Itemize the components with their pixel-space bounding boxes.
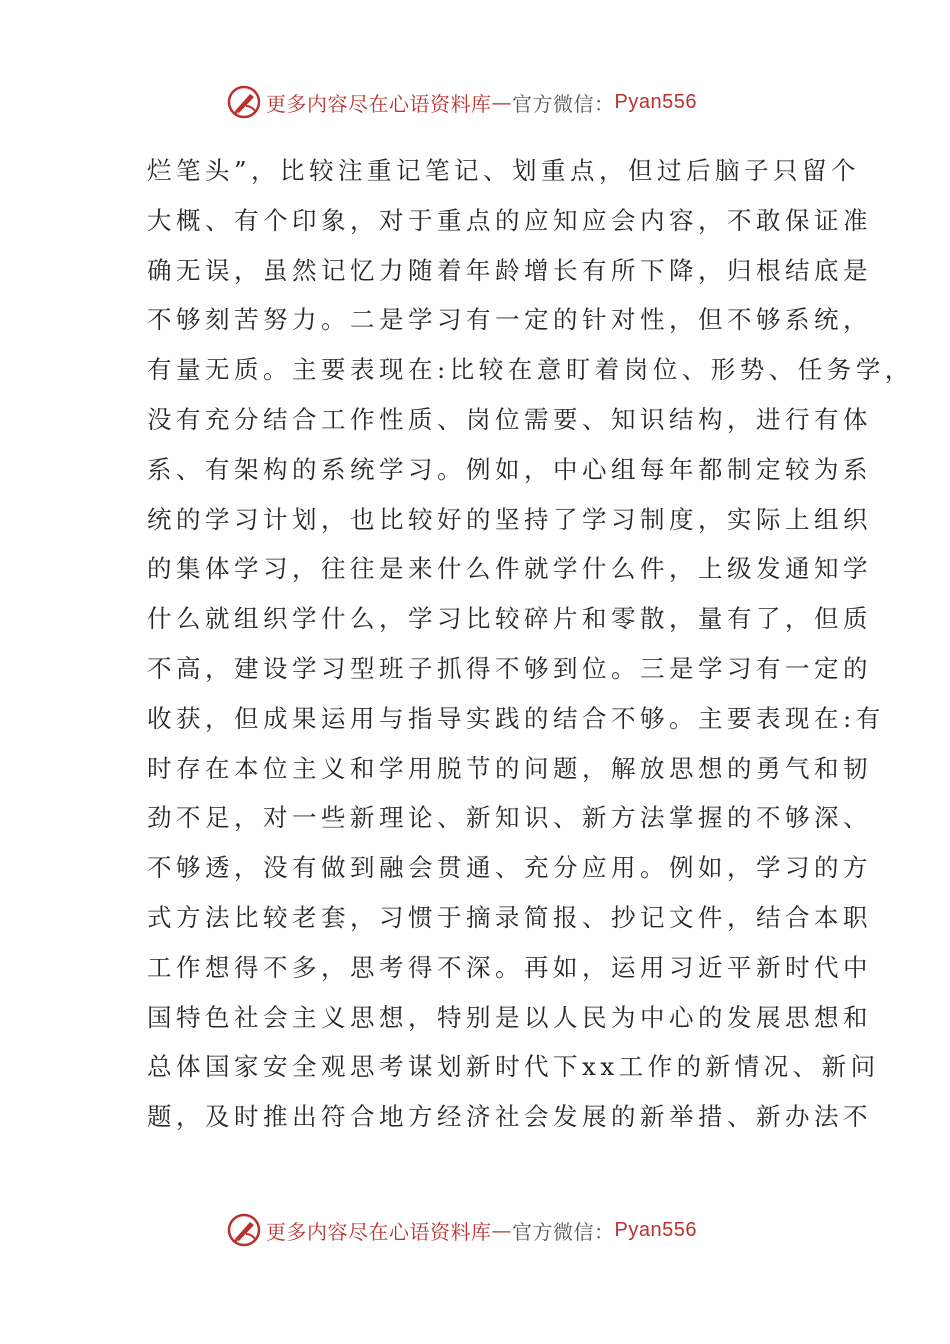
- text-line: 不够刻苦努力。二是学习有一定的针对性，但不够系统，: [147, 305, 872, 335]
- text-line: 不够透，没有做到融会贯通、充分应用。例如，学习的方: [147, 853, 872, 883]
- text-line: 工作想得不多，思考得不深。再如，运用习近平新时代中: [147, 952, 872, 982]
- text-line: 总体国家安全观思考谋划新时代下xx工作的新情况、新问: [147, 1052, 880, 1082]
- wechat-label: 官方微信：: [512, 1219, 615, 1244]
- text-line: 烂笔头”，比较注重记笔记、划重点，但过后脑子只留个: [147, 156, 861, 185]
- text-line: 确无误，虽然记忆力随着年龄增长有所下降，归根结底是: [147, 255, 872, 285]
- text-line: 题，及时推出符合地方经济社会发展的新举措、新办法不: [147, 1102, 872, 1132]
- text-line: 系、有架构的系统学习。例如，中心组每年都制定较为系: [147, 454, 872, 484]
- text-line: 收获，但成果运用与指导实践的结合不够。主要表现在:有: [147, 703, 885, 733]
- text-line: 有量无质。主要表现在:比较在意盯着岗位、形势、任务学，: [147, 355, 914, 385]
- text-line: 劲不足，对一些新理论、新知识、新方法掌握的不够深、: [147, 803, 872, 833]
- text-line: 国特色社会主义思想，特别是以人民为中心的发展思想和: [147, 1002, 872, 1032]
- text-line: 的集体学习，往往是来什么件就学什么件，上级发通知学: [147, 554, 872, 584]
- body-text: [147, 146, 914, 1142]
- brand-text: 更多内容尽在心语资料库: [266, 91, 492, 116]
- header-banner: [226, 82, 746, 122]
- wechat-label: 官方微信：: [512, 91, 615, 116]
- text-line: 没有充分结合工作性质、岗位需要、知识结构，进行有体: [147, 404, 872, 434]
- brand-text: 更多内容尽在心语资料库: [266, 1219, 492, 1244]
- pen-logo-icon: [226, 84, 262, 120]
- wechat-id: Pyan556: [614, 90, 697, 113]
- footer-banner: [226, 1210, 746, 1250]
- wechat-id: Pyan556: [614, 1218, 697, 1241]
- banner-dash: —: [491, 1218, 512, 1242]
- text-line: 大概、有个印象，对于重点的应知应会内容，不敢保证准: [147, 205, 872, 235]
- text-line: 什么就组织学什么，学习比较碎片和零散，量有了，但质: [147, 604, 872, 634]
- text-line: 不高，建设学习型班子抓得不够到位。三是学习有一定的: [147, 653, 872, 683]
- pen-logo-icon: [226, 1212, 262, 1248]
- banner-dash: —: [491, 90, 512, 114]
- text-line: 统的学习计划，也比较好的坚持了学习制度，实际上组织: [147, 504, 872, 534]
- text-line: 式方法比较老套，习惯于摘录简报、抄记文件，结合本职: [147, 902, 872, 932]
- text-line: 时存在本位主义和学用脱节的问题，解放思想的勇气和韧: [147, 753, 872, 783]
